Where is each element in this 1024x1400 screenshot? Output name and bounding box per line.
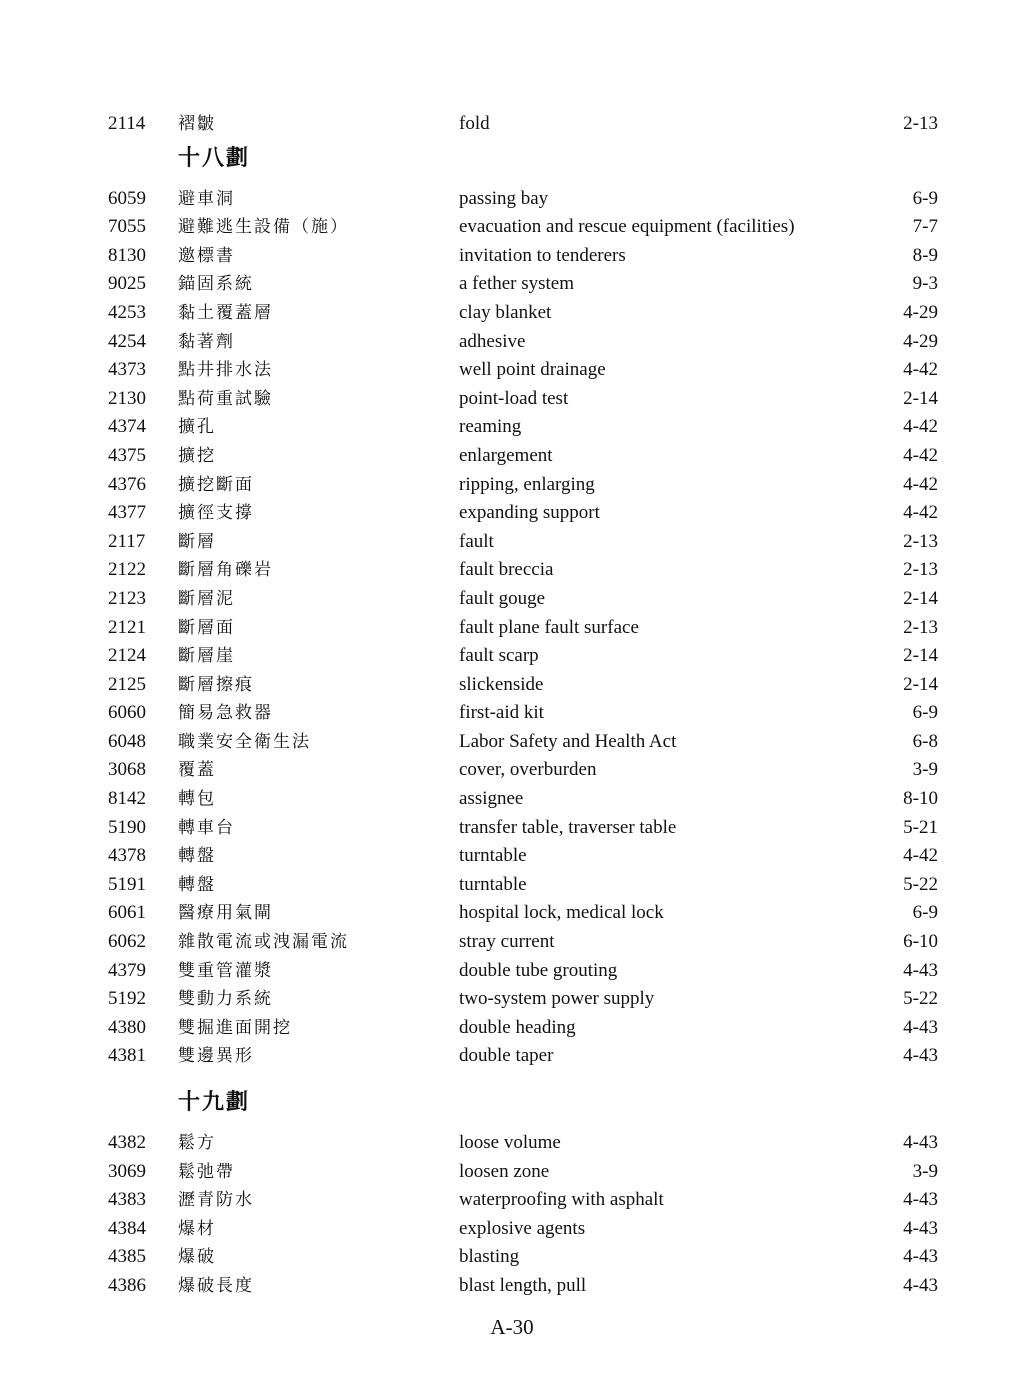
entry-english-term: turntable	[459, 845, 527, 867]
entry-page-ref: 4-42	[903, 845, 938, 867]
glossary-row	[108, 1042, 938, 1071]
entry-code: 4253	[108, 301, 146, 323]
entry-chinese-term: 避車洞	[178, 188, 235, 209]
entry-english-term: explosive agents	[459, 1217, 586, 1239]
entry-chinese-term: 黏土覆蓋層	[178, 302, 273, 323]
entry-code: 2124	[108, 645, 146, 667]
entry-page-ref: 5-21	[903, 816, 938, 838]
entry-chinese-term: 雜散電流或洩漏電流	[178, 932, 349, 953]
entry-chinese-term: 轉盤	[178, 846, 216, 867]
entry-code: 2122	[108, 559, 146, 581]
entry-chinese-term: 醫療用氣閘	[178, 903, 273, 924]
entry-code: 2123	[108, 587, 146, 609]
glossary-row	[108, 699, 938, 728]
entry-code: 4373	[108, 359, 146, 381]
entry-page-ref: 4-43	[903, 1045, 938, 1067]
entry-english-term: turntable	[459, 873, 527, 895]
entry-chinese-term: 轉盤	[178, 874, 216, 895]
entry-english-term: two-system power supply	[459, 988, 655, 1010]
entry-page-ref: 4-43	[903, 959, 938, 981]
glossary-row	[108, 1158, 938, 1187]
entry-chinese-term: 黏著劑	[178, 331, 235, 352]
section-heading-label: 十九劃	[178, 1090, 251, 1115]
entry-chinese-term: 雙重管灌漿	[178, 960, 273, 981]
glossary-row	[108, 671, 938, 700]
entry-code: 4385	[108, 1246, 146, 1268]
entry-page-ref: 4-43	[903, 1246, 938, 1268]
entry-chinese-term: 擴徑支撐	[178, 503, 254, 524]
entry-page-ref: 4-29	[903, 330, 938, 352]
entry-code: 8130	[108, 244, 146, 266]
entry-english-term: fault scarp	[459, 645, 539, 667]
glossary-row	[108, 556, 938, 585]
entry-code: 2114	[108, 113, 146, 134]
entry-page-ref: 6-9	[912, 702, 938, 724]
glossary-table	[108, 110, 938, 1301]
entry-english-term: clay blanket	[459, 301, 552, 323]
entry-chinese-term: 斷層泥	[178, 588, 235, 609]
entry-english-term: double heading	[459, 1016, 576, 1038]
page-number: A-30	[490, 1315, 534, 1339]
entry-page-ref: 6-9	[912, 187, 938, 209]
entry-code: 4379	[108, 959, 146, 981]
entry-code: 3068	[108, 759, 146, 781]
glossary-row	[108, 213, 938, 242]
entry-page-ref: 9-3	[912, 273, 938, 295]
entry-english-term: fault plane fault surface	[459, 616, 639, 638]
entry-code: 4378	[108, 845, 146, 867]
entry-code: 4375	[108, 444, 146, 466]
entry-page-ref: 2-14	[903, 673, 938, 695]
entry-english-term: fault	[459, 530, 494, 552]
entry-code: 6048	[108, 730, 146, 752]
entry-english-term: expanding support	[459, 502, 600, 524]
entry-english-term: point-load test	[459, 387, 569, 409]
glossary-row	[108, 442, 938, 471]
entry-code: 4380	[108, 1016, 146, 1038]
entry-english-term: invitation to tenderers	[459, 244, 626, 266]
entry-page-ref: 5-22	[903, 988, 938, 1010]
entry-page-ref: 4-42	[903, 473, 938, 495]
glossary-row	[108, 185, 938, 214]
glossary-row	[108, 785, 938, 814]
entry-code: 2117	[108, 530, 146, 552]
entry-page-ref: 4-42	[903, 502, 938, 524]
entry-page-ref: 4-29	[903, 301, 938, 323]
entry-english-term: ripping, enlarging	[459, 473, 595, 495]
entry-page-ref: 2-13	[903, 616, 938, 638]
glossary-row	[108, 871, 938, 900]
entry-page-ref: 4-43	[903, 1189, 938, 1211]
glossary-row	[108, 614, 938, 643]
entry-chinese-term: 職業安全衛生法	[178, 731, 311, 752]
entry-chinese-term: 鬆弛帶	[178, 1161, 235, 1182]
glossary-row	[108, 110, 938, 139]
entry-page-ref: 6-9	[912, 902, 938, 924]
entry-english-term: double taper	[459, 1045, 554, 1067]
glossary-row	[108, 985, 938, 1014]
entry-chinese-term: 點荷重試驗	[178, 388, 273, 409]
entry-page-ref: 2-14	[903, 587, 938, 609]
entry-page-ref: 2-13	[903, 559, 938, 581]
entry-chinese-term: 避難逃生設備（施）	[178, 217, 349, 238]
glossary-row	[108, 1243, 938, 1272]
entry-chinese-term: 瀝青防水	[178, 1190, 254, 1211]
entry-chinese-term: 擴挖斷面	[178, 474, 254, 495]
glossary-row	[108, 842, 938, 871]
entry-english-term: loose volume	[459, 1132, 561, 1153]
glossary-row	[108, 814, 938, 843]
entry-page-ref: 2-14	[903, 387, 938, 409]
entry-page-ref: 5-22	[903, 873, 938, 895]
section-spacer	[108, 1071, 938, 1083]
stroke-count-section-heading	[108, 139, 938, 185]
entry-code: 4383	[108, 1189, 146, 1211]
entry-chinese-term: 雙邊異形	[178, 1046, 254, 1067]
entry-english-term: transfer table, traverser table	[459, 816, 677, 838]
entry-chinese-term: 爆破長度	[178, 1275, 254, 1296]
entry-english-term: cover, overburden	[459, 759, 597, 781]
glossary-row	[108, 385, 938, 414]
glossary-row	[108, 356, 938, 385]
entry-page-ref: 4-43	[903, 1132, 938, 1153]
entry-code: 4376	[108, 473, 146, 495]
entry-page-ref: 4-42	[903, 444, 938, 466]
entry-english-term: double tube grouting	[459, 959, 618, 981]
glossary-row	[108, 899, 938, 928]
entry-page-ref: 6-8	[912, 730, 938, 752]
entry-english-term: blast length, pull	[459, 1274, 587, 1296]
entry-code: 7055	[108, 216, 146, 238]
glossary-row	[108, 528, 938, 557]
entry-page-ref: 4-43	[903, 1217, 938, 1239]
entry-code: 3069	[108, 1160, 146, 1182]
entry-english-term: fault breccia	[459, 559, 554, 581]
entry-chinese-term: 擴孔	[178, 417, 216, 438]
entry-code: 4382	[108, 1132, 146, 1153]
entry-page-ref: 8-9	[912, 244, 938, 266]
entry-page-ref: 6-10	[903, 931, 938, 953]
entry-chinese-term: 錨固系統	[178, 274, 254, 295]
glossary-row	[108, 1129, 938, 1158]
entry-chinese-term: 雙掘進面開挖	[178, 1017, 292, 1038]
entry-chinese-term: 轉包	[178, 789, 216, 810]
entry-code: 2130	[108, 387, 146, 409]
entry-page-ref: 4-43	[903, 1274, 938, 1296]
entry-code: 5191	[108, 873, 146, 895]
entry-code: 4381	[108, 1045, 146, 1067]
entry-chinese-term: 褶皺	[178, 114, 216, 134]
glossary-row	[108, 299, 938, 328]
entry-page-ref: 7-7	[912, 216, 938, 238]
entry-chinese-term: 爆破	[178, 1247, 216, 1268]
entry-code: 5192	[108, 988, 146, 1010]
entry-english-term: Labor Safety and Health Act	[459, 730, 677, 752]
glossary-row	[108, 957, 938, 986]
entry-english-term: a fether system	[459, 273, 575, 295]
entry-code: 4374	[108, 416, 146, 438]
entry-english-term: loosen zone	[459, 1160, 550, 1182]
glossary-row	[108, 1272, 938, 1301]
entry-chinese-term: 邀標書	[178, 245, 235, 266]
entry-english-term: enlargement	[459, 444, 553, 466]
entry-chinese-term: 斷層擦痕	[178, 674, 254, 695]
entry-chinese-term: 鬆方	[178, 1133, 216, 1153]
entry-english-term: stray current	[459, 931, 555, 953]
entry-chinese-term: 斷層面	[178, 617, 235, 638]
entry-code: 6060	[108, 702, 146, 724]
section-heading-label: 十八劃	[178, 145, 251, 171]
entry-page-ref: 4-43	[903, 1016, 938, 1038]
glossary-row	[108, 471, 938, 500]
entry-page-ref: 4-42	[903, 359, 938, 381]
entry-chinese-term: 斷層	[178, 531, 216, 552]
entry-chinese-term: 轉車台	[178, 817, 235, 838]
entry-english-term: waterproofing with asphalt	[459, 1189, 664, 1211]
glossary-row	[108, 1215, 938, 1244]
entry-english-term: evacuation and rescue equipment (facilities)	[459, 216, 795, 238]
entry-english-term: well point drainage	[459, 359, 606, 381]
glossary-row	[108, 928, 938, 957]
entry-page-ref: 2-14	[903, 645, 938, 667]
entry-code: 4254	[108, 330, 146, 352]
glossary-row	[108, 642, 938, 671]
entry-chinese-term: 爆材	[178, 1218, 216, 1239]
entry-code: 9025	[108, 273, 146, 295]
entry-page-ref: 4-42	[903, 416, 938, 438]
entry-code: 2125	[108, 673, 146, 695]
entry-chinese-term: 覆蓋	[178, 760, 216, 781]
entry-page-ref: 3-9	[912, 1160, 938, 1182]
entry-english-term: fold	[459, 113, 490, 134]
entry-english-term: adhesive	[459, 330, 526, 352]
glossary-row	[108, 585, 938, 614]
entry-english-term: slickenside	[459, 673, 544, 695]
glossary-row	[108, 413, 938, 442]
entry-code: 5190	[108, 816, 146, 838]
entry-chinese-term: 點井排水法	[178, 360, 273, 381]
entry-code: 6059	[108, 187, 146, 209]
entry-chinese-term: 簡易急救器	[178, 703, 273, 724]
entry-code: 4386	[108, 1274, 146, 1296]
entry-english-term: first-aid kit	[459, 702, 544, 724]
entry-code: 2121	[108, 616, 146, 638]
entry-chinese-term: 擴挖	[178, 445, 216, 466]
glossary-row	[108, 270, 938, 299]
entry-english-term: fault gouge	[459, 587, 546, 609]
entry-code: 6061	[108, 902, 146, 924]
entry-page-ref: 8-10	[903, 788, 938, 810]
entry-chinese-term: 雙動力系統	[178, 989, 273, 1010]
glossary-row	[108, 499, 938, 528]
entry-code: 6062	[108, 931, 146, 953]
entry-english-term: blasting	[459, 1246, 520, 1268]
entry-code: 8142	[108, 788, 146, 810]
entry-code: 4377	[108, 502, 146, 524]
entry-chinese-term: 斷層角礫岩	[178, 560, 273, 581]
entry-english-term: hospital lock, medical lock	[459, 902, 664, 924]
glossary-row	[108, 728, 938, 757]
entry-page-ref: 2-13	[903, 113, 938, 134]
entry-english-term: passing bay	[459, 187, 549, 209]
stroke-count-section-heading	[108, 1083, 938, 1129]
glossary-row	[108, 1014, 938, 1043]
entry-english-term: assignee	[459, 788, 524, 810]
entry-page-ref: 2-13	[903, 530, 938, 552]
entry-code: 4384	[108, 1217, 146, 1239]
glossary-row	[108, 1186, 938, 1215]
glossary-row	[108, 756, 938, 785]
glossary-row	[108, 328, 938, 357]
entry-english-term: reaming	[459, 416, 522, 438]
entry-chinese-term: 斷層崖	[178, 646, 235, 667]
glossary-row	[108, 242, 938, 271]
entry-page-ref: 3-9	[912, 759, 938, 781]
